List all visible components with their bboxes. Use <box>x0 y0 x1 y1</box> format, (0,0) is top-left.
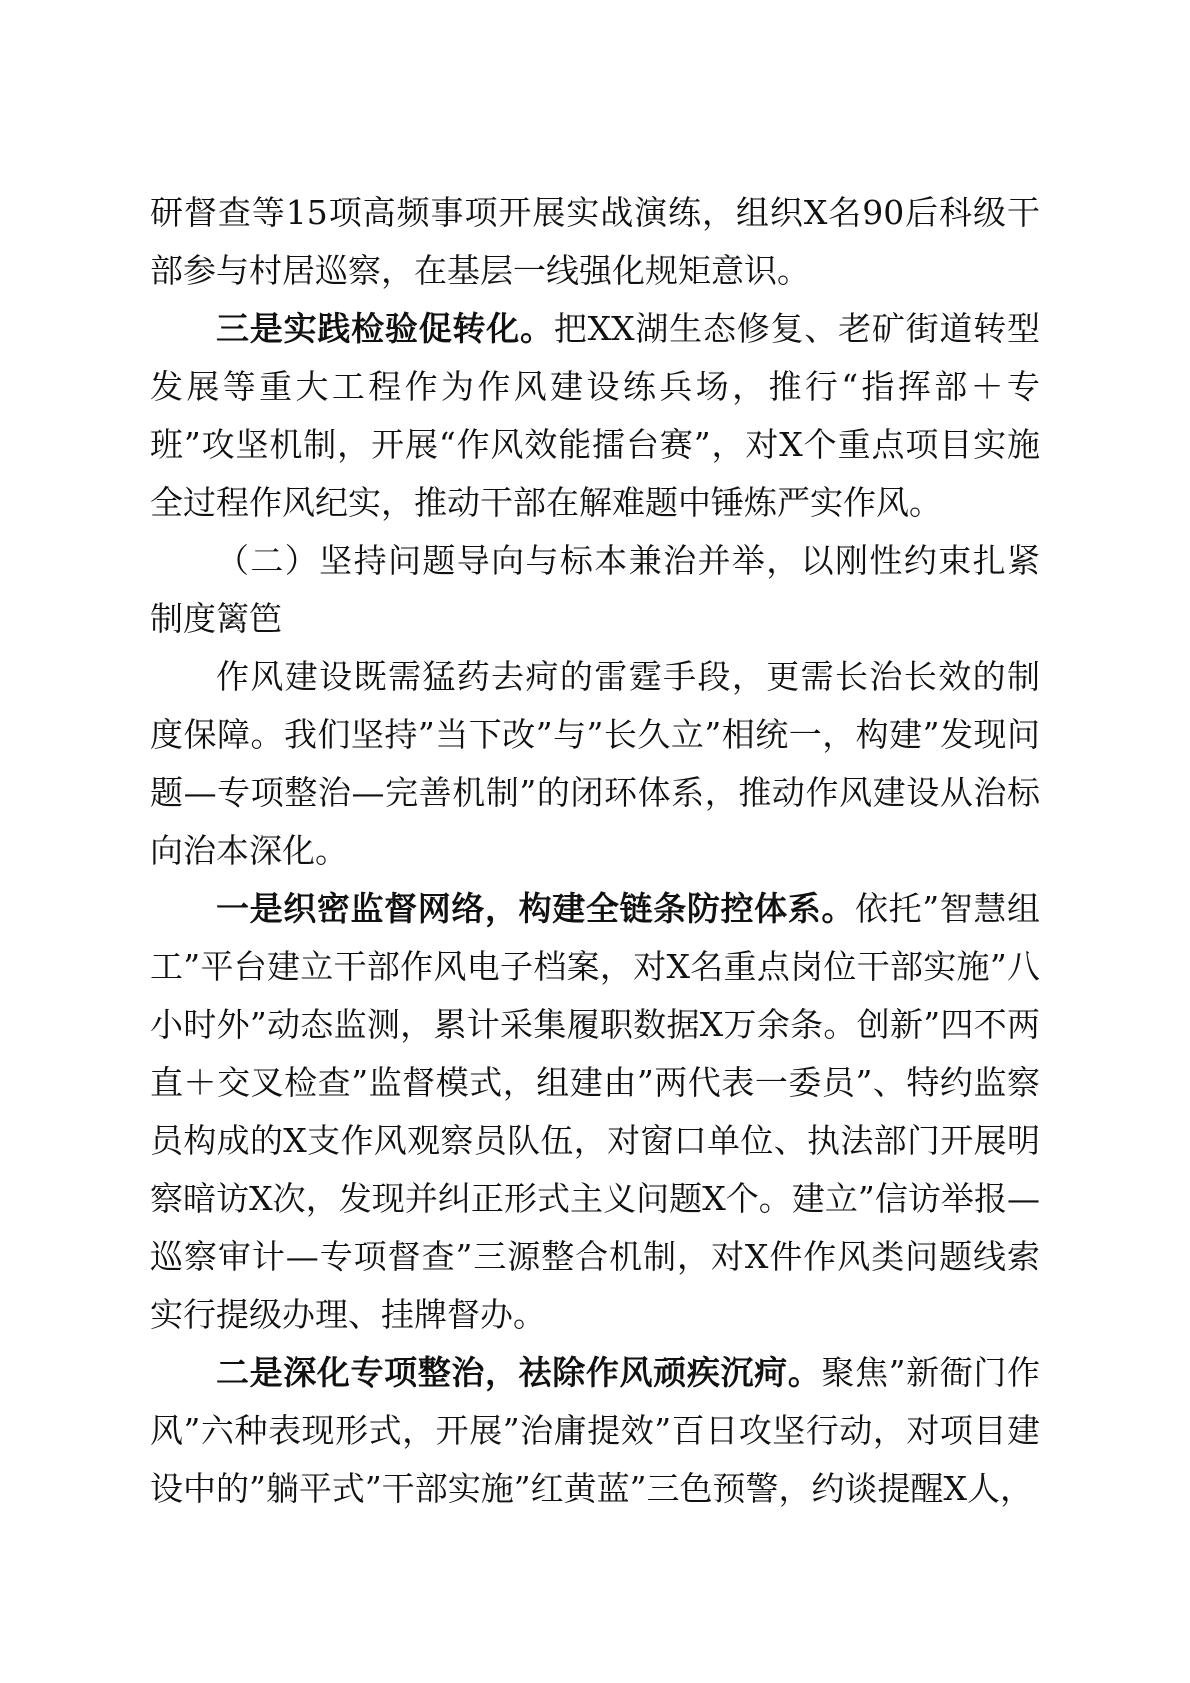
paragraph-text: 作风建设既需猛药去疴的雷霆手段，更需长治长效的制度保障。我们坚持”当下改”与”长久立”相统一，构建”发现问题—专项整治—完善机制”的闭环体系，推动作风建设从治标向治本深化。 <box>150 657 1040 870</box>
section-heading <box>150 532 1040 648</box>
paragraph-supervision-network <box>150 880 1040 1344</box>
paragraph-lead: 一是织密监督网络，构建全链条防控体系。 <box>216 889 855 928</box>
paragraph-lead: 三是实践检验促转化。 <box>216 309 554 348</box>
paragraph-continuation <box>150 184 1040 300</box>
paragraph-lead: 二是深化专项整治，祛除作风顽疾沉疴。 <box>216 1353 822 1392</box>
paragraph-text: 依托”智慧组工”平台建立干部作风电子档案，对X名重点岗位干部实施”八小时外”动态监测，累计采集履职数据X万余条。创新”四不两直＋交叉检查”监督模式，组建由”两代表一委员”、特约监察员构成的X支作风观察员队伍，对窗口单位、执法部门开展明察暗访X次，发现并纠正形式主义问题X个。建立”信访举报—巡察审计—专项督查”三源整合机制，对X件作风类问题线索实行提级办理、挂牌督办。 <box>150 889 1041 1334</box>
paragraph-special-rectification <box>150 1344 1040 1518</box>
paragraph-practice-test <box>150 300 1040 532</box>
document-page <box>150 184 1040 1518</box>
paragraph-text: 聚焦”新衙门作风”六种表现形式，开展”治庸提效”百日攻坚行动，对项目建设中的”躺平式”干部实施”红黄蓝”三色预警，约谈提醒X人， <box>150 1353 1040 1508</box>
paragraph-intro <box>150 648 1040 880</box>
paragraph-text: 把XX湖生态修复、老矿街道转型发展等重大工程作为作风建设练兵场，推行“指挥部＋专班”攻坚机制，开展“作风效能擂台赛”，对X个重点项目实施全过程作风纪实，推动干部在解难题中锤炼严实作风。 <box>150 309 1040 522</box>
paragraph-text: 研督查等15项高频事项开展实战演练，组织X名90后科级干部参与村居巡察，在基层一线强化规矩意识。 <box>150 193 1040 290</box>
section-heading-text: （二）坚持问题导向与标本兼治并举，以刚性约束扎紧制度篱笆 <box>150 541 1040 638</box>
